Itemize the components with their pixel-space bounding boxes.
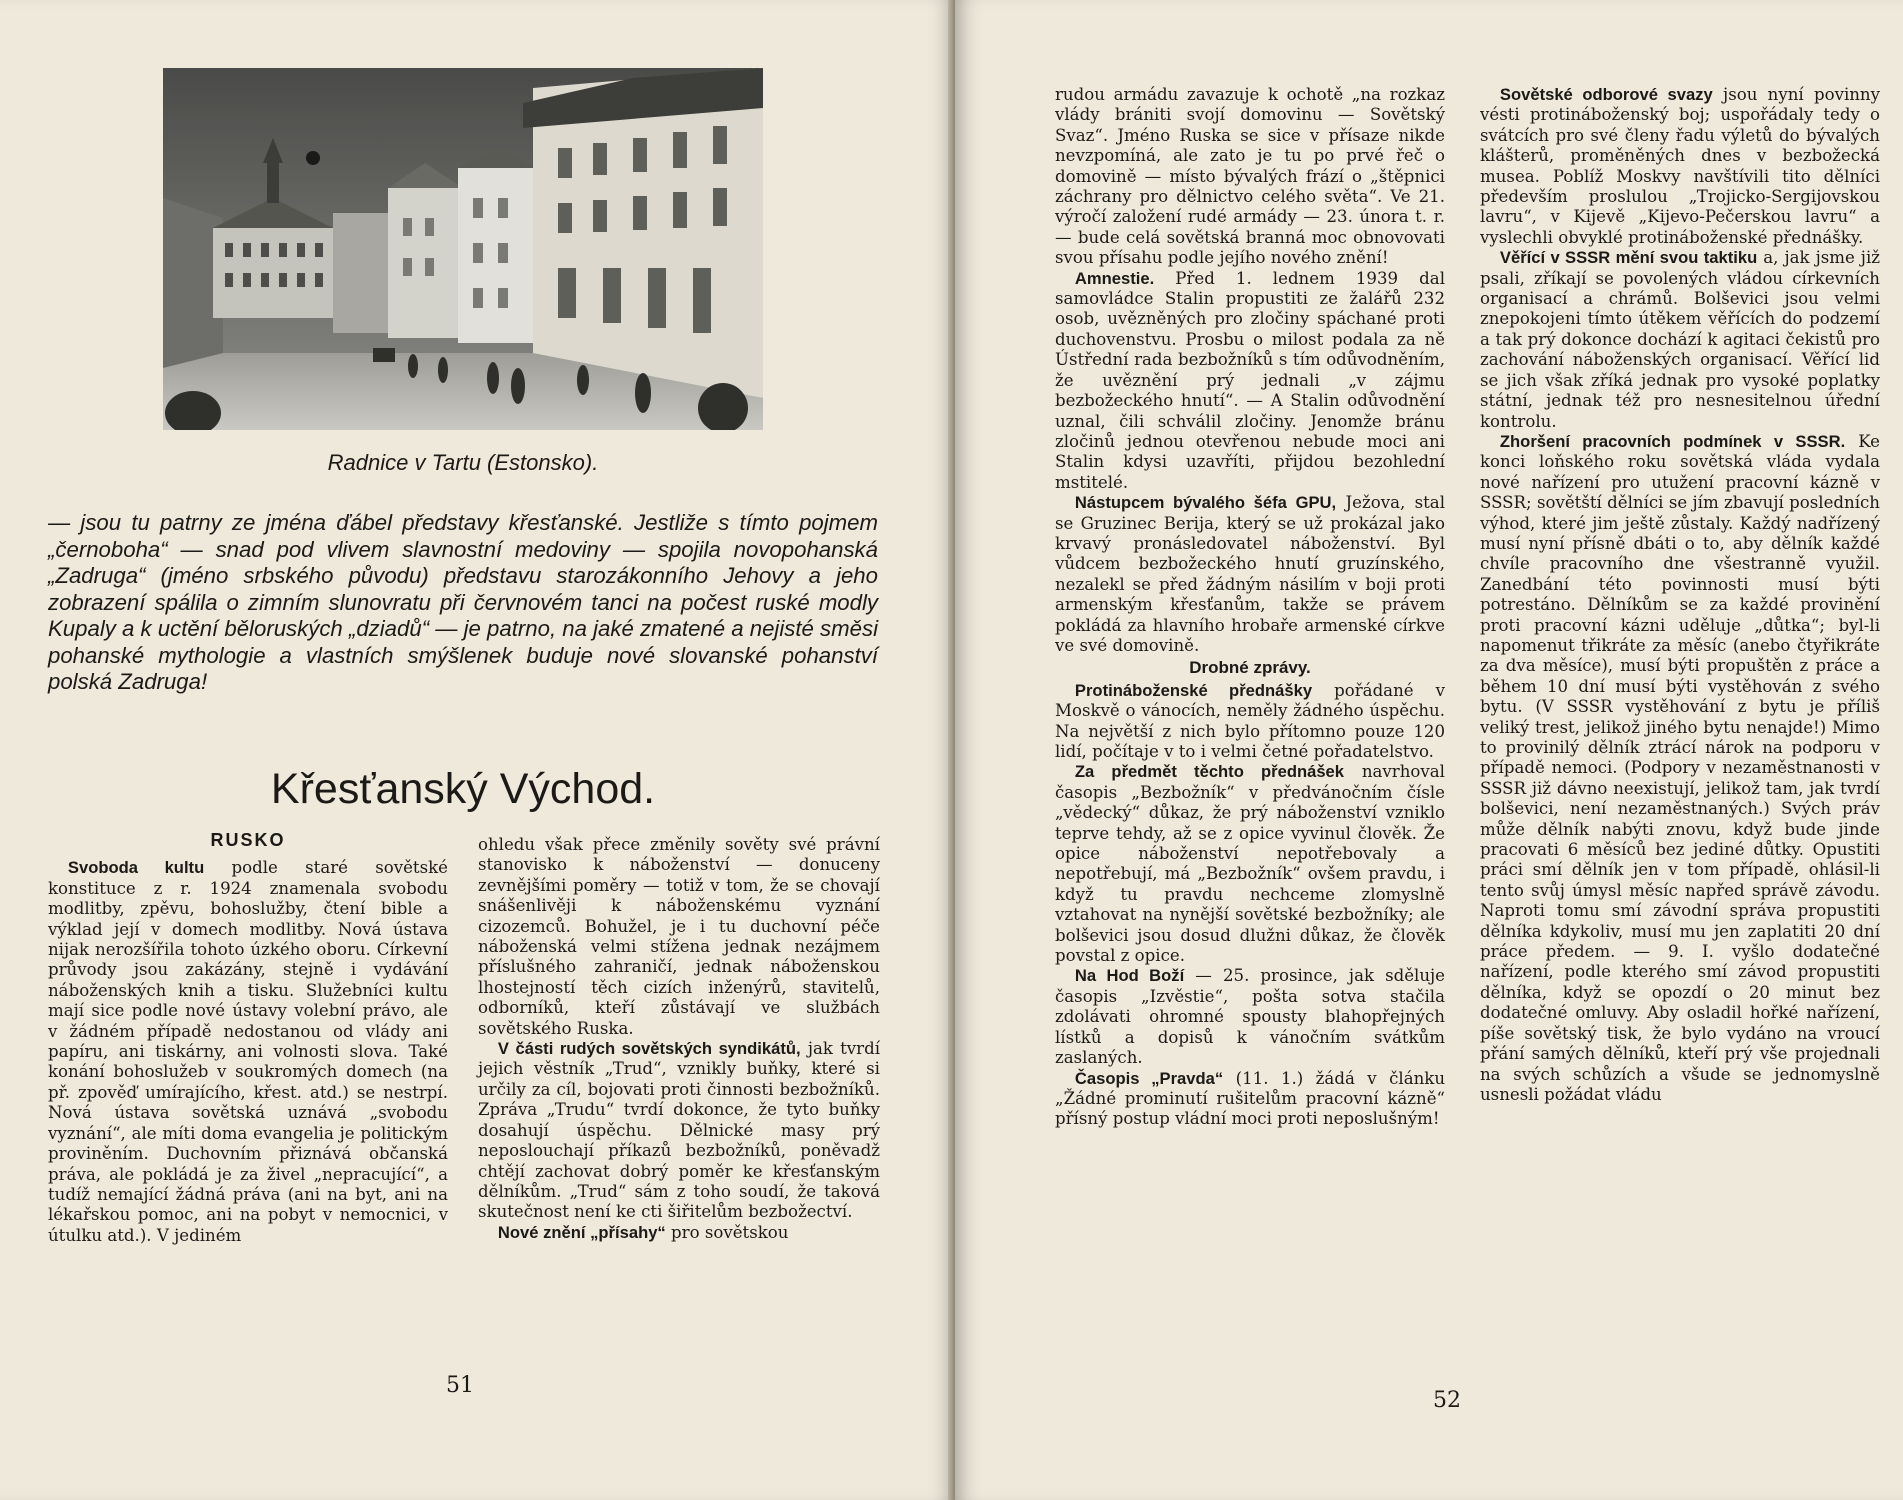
paragraph-text: podle staré sovětské konstituce z r. 1924 znamenala svobodu modlitby, zpěvu, bohoslužby, čtení bible a výklad její v domech modlitby. Nová ústava nijak nerozšířila tohoto úzkého oboru. Církevní průvody jsou zakázány, stejně i vydávání náboženských knih a tisku. Služebníci kultu mají sice podle nové ústavy volební právo, ale v žádném případě nedostanou od vlády ani papíru, ani tiskárny, ani volnosti slova. Také konání bohoslužeb v soukromých domech (na př. zpověď umírajícího, křest. atd.) se nestrpí. Nová ústava sovětská uznává „svobodu vyznání“, ale míti doma evangelia je politickým proviněním. Duchovním přiznává občanská práva, ale pokládá je za živel „nepracující“, a tudíž nemající žádná práva (ani na byt, ani na lékařskou pomoc, ani na pobyt v nemocnici, v útulku atd.). V jediném	[48, 858, 448, 1245]
paragraph	[48, 858, 448, 1246]
left-column-1	[48, 830, 448, 1246]
paragraph-lead: Protináboženské přednášky	[1074, 680, 1313, 700]
photo-caption: Radnice v Tartu (Estonsko).	[327, 450, 599, 475]
paragraph	[1055, 269, 1445, 493]
paragraph	[478, 835, 880, 1039]
right-page	[955, 0, 1903, 1500]
paragraph-lead: Na Hod Boží	[1074, 966, 1185, 986]
paragraph-lead: Amnestie.	[1074, 268, 1155, 288]
paragraph-lead: Časopis „Pravda“	[1074, 1068, 1224, 1088]
paragraph-lead: Nástupcem bývalého šéfa GPU,	[1074, 493, 1337, 513]
paragraph	[1055, 762, 1445, 966]
article-heading: Křesťanský Východ.	[270, 765, 656, 813]
paragraph-text: navrhoval časopis „Bezbožník“ v předvánočním čísle „vědecký“ důkaz, že prý náboženství vzniklo teprve tehdy, až se z opice vyvinul člověk. Že opice náboženství nepotřebovaly a nepotřebují, má „Bezbožník“ ovšem pravdu, i když tu pravdu nechceme zlomyslně vztahovat na nynější sovětské bezbožníky; ale bolševici jsou dosud dlužni důkaz, že člověk povstal z opice.	[1055, 762, 1445, 966]
paragraph-lead: Svoboda kultu	[67, 858, 205, 878]
paragraph-lead: Za předmět těchto přednášek	[1074, 762, 1345, 782]
paragraph-lead: V části rudých sovětských syndikátů,	[497, 1039, 801, 1059]
paragraph-text: (11. 1.) žádá v článku „Žádné prominutí rušitelům pracovní kázně“ přísný postup vládní moci proti neposlušným!	[1055, 1068, 1446, 1129]
right-column-2	[1480, 85, 1880, 1105]
paragraph-text: ohledu však přece změnily sověty své právní stanovisko k náboženství — donuceny zevnějšími poměry — totiž v tom, že se chovají snášenlivěji k náboženskému vyznání cizozemců. Bohužel, je i tu duchovní péče náboženská velmi stížena jednak nezájmem příslušného zahraničí, jednak náboženskou lhostejností těch cizích inženýrů, stavitelů, odborníků, kteří zůstávají ve službách sovětského Ruska.	[478, 835, 880, 1038]
paragraph-lead: Nové znění „přísahy“	[497, 1222, 666, 1242]
paragraph	[1480, 248, 1880, 432]
paragraph-text: jsou nyní povinny vésti protináboženský boj; uspořádaly tedy o svátcích pro své členy řadu výletů do bývalých klášterů, proměněných dnes v bezbožecká musea. Poblíž Moskvy navštívili tito dělníci především proslulou „Trojicko-Sergijovskou lavru“, v Kijevě „Kijevo-Pečerskou lavru“ a vyslechli obvyklé protináboženské přednášky.	[1480, 85, 1880, 247]
paragraph-lead: Věřící v SSSR mění svou taktiku	[1499, 248, 1758, 268]
paragraph-text: pořádané v Moskvě o vánocích, neměly žádného úspěchu. Na největší z nich bylo přítomno pouze 120 lidí, počítaje v to i velmi četné pořadatelstvo.	[1055, 680, 1445, 761]
paragraph	[478, 1039, 880, 1223]
left-column-2	[478, 835, 880, 1243]
page-number-left: 51	[446, 1373, 474, 1398]
paragraph-text: jak tvrdí jejich věstník „Trud“, vznikly buňky, které si určily za cíl, bojovati proti činnosti bezbožníků. Zpráva „Trudu“ tvrdí dokonce, že tyto buňky dosahují úspěchu. Dělnické masy prý neposlouchají příkazů bezbožníků, poněvadž chtějí zachovat dobrý poměr ke křesťanským dělníkům. „Trud“ sám z toho soudí, že taková skutečnost není ke cti šiřitelům bezbožectví.	[478, 1039, 881, 1222]
paragraph	[1055, 681, 1445, 763]
page-number-right: 52	[1433, 1388, 1461, 1413]
paragraph	[478, 1223, 880, 1243]
paragraph-text: rudou armádu zavazuje k ochotě „na rozkaz vlády brániti svojí domovinu — Sovětský Svaz“. Jméno Ruska se sice v přísaze nikde nevzpomíná, ale zato je tu po prvé řeč o domovině — místo bývalých frází o „štěpnici záchrany pro dělnictvo celého světa“. Ve 21. výročí založení rudé armády — 23. února t. r. — bude celá sovětská branná moc obnovovati svou přísahu podle jejího nového znění!	[1055, 85, 1445, 268]
paragraph-lead: Zhoršení pracovních podmínek v SSSR.	[1499, 431, 1846, 451]
paragraph-lead: Sovětské odborové svazy	[1499, 85, 1713, 104]
paragraph	[1055, 493, 1445, 656]
paragraph	[1055, 85, 1445, 269]
paragraph-text: Ke konci loňského roku sovětská vláda vydala nové nařízení pro utužení pracovní kázně v SSSR; sovětští dělníci se jím zbavují posledních výhod, které jim ještě zůstaly. Každý nadřízený musí nyní přísně dbáti o to, aby dělník každé chvíle pracovního dne všestranně využil. Zanedbání této povinnosti musí býti potrestáno. Dělníkům se za každé provinění proti pracovní kázni uděluje „důtka“; byl-li napomenut třikráte za měsíc (anebo čtyřikráte za dva měsíce), musí býti propuštěn z práce a během 10 dní musí býti vystěhován z svého bytu. (V SSSR vystěhování z bytu je příliš veliký trest, jelikož jiného bytu nenajde!) Mimo to provinilý dělník ztrácí nárok na podporu v případě nemoci. (Podpory v nezaměstnanosti v SSSR již dávno neexistují, jelikož tam, jak tvrdí bolševici, není nezaměstnaných.) Svých práv může dělník nabýti znovu, když bude jinde pracovati 6 měsíců bez jediné důtky. Opustiti práci smí dělník jen v tom případě, ohlásil-li tento svůj úmysl měsíc napřed správě závodu. Naproti tomu smí závodní správa propustiti dělníka kdykoliv, musí mu jen zaplatiti 20 dní práce předem. — 9. I. vyšlo dodatečné nařízení, podle kterého smí závod propustiti dělníka, když se opozdí o 20 minut bez dodatečné omluvy. Aby osladil hořké nařízení, píše sovětský tisk, že bylo vydáno na vroucí přání samých dělníků, kteří prý vše projednali na svých schůzích a všude se jednomyslně usnesli požádat vládu	[1480, 431, 1880, 1104]
section-title: RUSKO	[210, 830, 286, 850]
town-hall-photo	[163, 68, 763, 430]
paragraph-text: Před 1. lednem 1939 dal samovládce Stalin propustiti ze žalářů 232 osob, uvězněných pro zločiny spáchané proti duchovenstvu. Prosbu o milost podala za ně Ústřední rada bezbožníků s tím odůvodněním, že uvěznění prý jednali „v zájmu bezbožeckého hnutí“. — A Stalin odůvodnění uznal, čili schválil zločiny. Jenomže bránu zločinů jednou otevřenou nebude moci ani Stalin kdysi uzavříti, přijdou bezohlední mstitelé.	[1055, 268, 1445, 492]
town-hall-photo-image	[163, 68, 763, 430]
paragraph	[1055, 966, 1445, 1068]
paragraph	[1055, 1069, 1445, 1130]
paragraph	[1480, 85, 1880, 248]
paragraph-text: a, jak jsme již psali, zříkají se povolených vládou církevních organisací a chrámů. Bolševici jsou velmi znepokojeni tímto útěkem věřících do podzemí a tak prý dokonce dochází k agitaci čekistů pro zachování náboženských organisací. Věřící lid se jich však zříká jednak pro vysoké poplatky státní, jednak též pro nesnesitelnou úřední kontrolu.	[1480, 248, 1881, 431]
section-title: Drobné zprávy.	[1189, 658, 1311, 678]
right-column-1	[1055, 85, 1445, 1130]
paragraph	[1480, 432, 1880, 1105]
paragraph-text: — 25. prosince, jak sděluje časopis „Izvěstie“, pošta sotva stačila zdolávati ohromné spousty blahopřejných lístků a dopisů k vánočním svátkům zaslaných.	[1055, 966, 1446, 1068]
intro-paragraph: — jsou tu patrny ze jména ďábel představy křesťanské. Jestliže s tímto pojmem „černoboha“ — snad pod vlivem slavnostní medoviny — spojila novopohanská „Zadruga“ (jméno srbského původu) představu starozákonního Jehovy a jeho zobrazení spálila o zimním slunovratu při červnovém tanci na počest ruské modly Kupaly a k uctění běloruských „dziadů“ — je patrno, na jaké zmatené a nejisté směsi pohanské mythologie a vlastních smýšlenek buduje nové slovanské pohanství polská Zadruga!	[48, 510, 878, 694]
paragraph-text: Ježova, stal se Gruzinec Berija, který se už prokázal jako krvavý pronásledovatel náboženství. Byl vůdcem bezbožeckého hnutí gruzínského, nezalekl se před žádným násilím v boji proti armenským křesťanům, takže se právem pokládá za hlavního hrobaře armenské církve ve své domovině.	[1055, 493, 1446, 655]
paragraph-text: pro sovětskou	[671, 1222, 789, 1242]
